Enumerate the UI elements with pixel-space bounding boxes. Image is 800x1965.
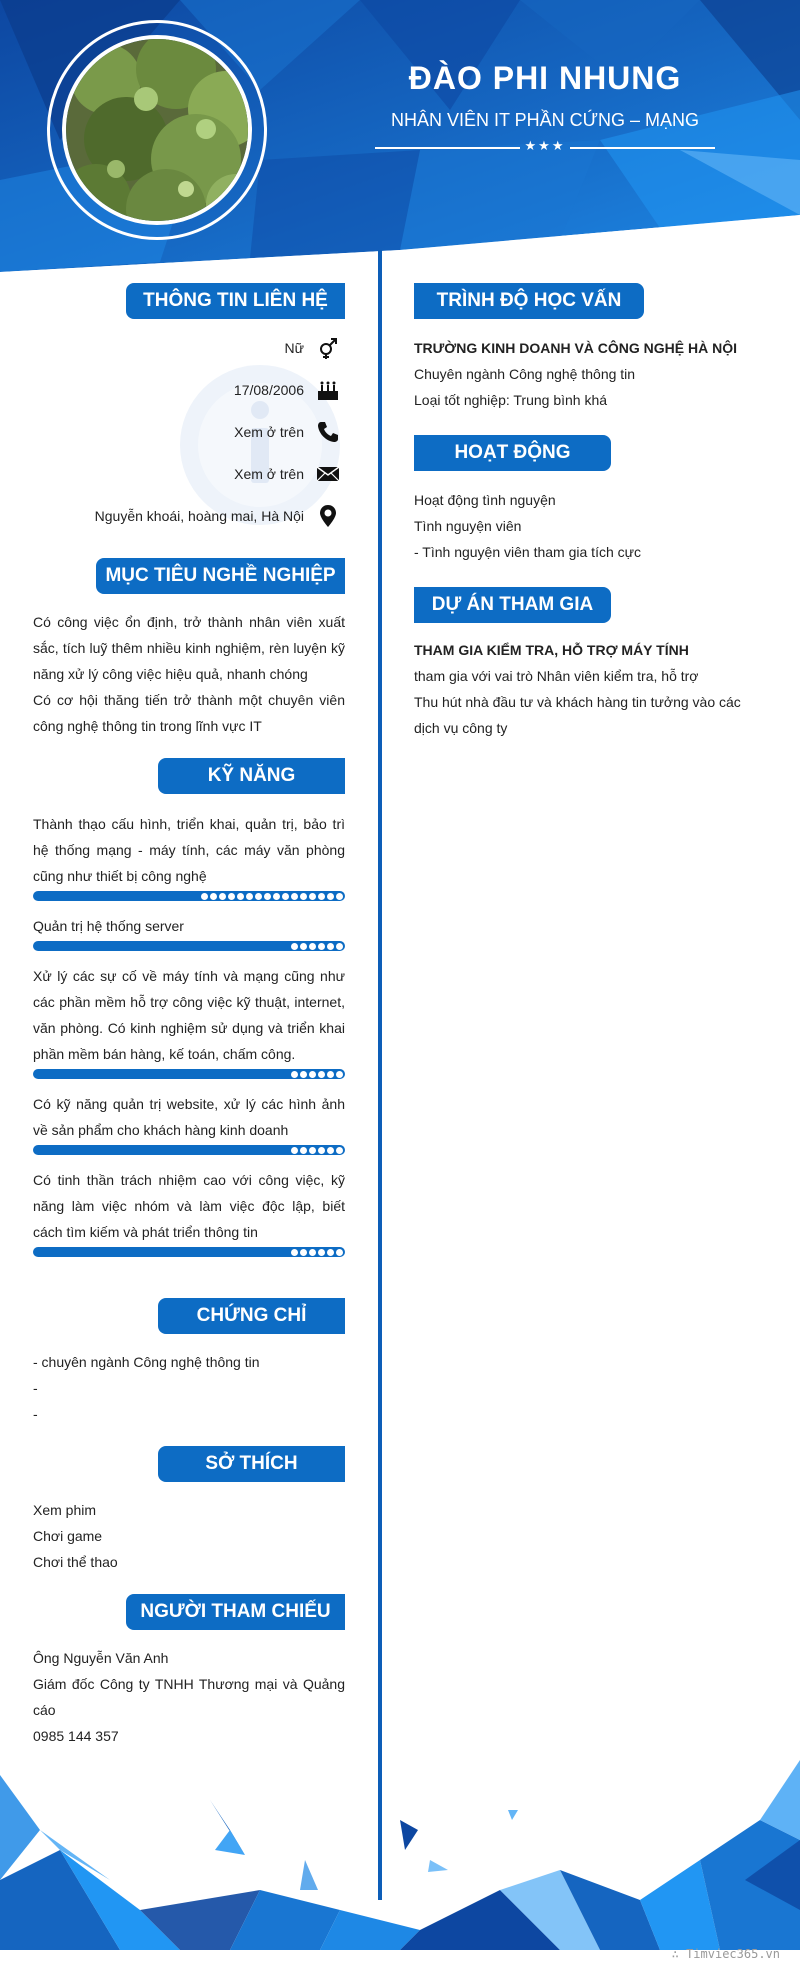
phone-icon [316, 420, 340, 444]
footer-watermark: ∴ Timviec365.vn [671, 1947, 780, 1961]
reference-phone: 0985 144 357 [33, 1728, 119, 1744]
skill-bar-1-dots [201, 891, 345, 901]
contact-phone [234, 419, 340, 445]
avatar-photo [66, 39, 252, 225]
contact-email [234, 461, 340, 487]
contact-birthday-label: 17/08/2006 [233, 382, 304, 398]
activity-item-1: Hoạt động tình nguyện [414, 492, 556, 508]
certificate-item-1: - chuyên ngành Công nghệ thông tin [33, 1354, 260, 1370]
certificates-heading: CHỨNG CHỈ [158, 1298, 345, 1334]
reference-position: Giám đốc Công ty TNHH Thương mại và Quảng cáo [33, 1676, 345, 1718]
objective-heading: MỤC TIÊU NGHỀ NGHIỆP [96, 558, 345, 594]
skill-text-5: Có tinh thần trách nhiệm cao với công việc, kỹ năng làm việc nhóm và làm việc độc lập, biết cách tìm kiếm và phát triển thông tin [33, 1172, 345, 1240]
hobby-item-2: Chơi game [33, 1528, 103, 1544]
reference-name: Ông Nguyễn Văn Anh [33, 1650, 169, 1666]
candidate-title: NHÂN VIÊN IT PHẦN CỨNG – MẠNG [390, 110, 700, 130]
project-description: Thu hút nhà đầu tư và khách hàng tin tưởng vào các dịch vụ công ty [414, 694, 741, 736]
footer-decoration [0, 1760, 800, 1950]
skill-bar-1 [33, 891, 345, 901]
decorative-line-right [570, 147, 715, 149]
skills-heading: KỸ NĂNG [158, 758, 345, 794]
activities-heading: HOẠT ĐỘNG [414, 435, 611, 471]
contact-birthday [234, 377, 340, 403]
education-heading: TRÌNH ĐỘ HỌC VẤN [414, 283, 644, 319]
contact-address [95, 503, 340, 529]
birthday-cake-icon [316, 378, 340, 402]
location-icon [316, 504, 340, 528]
skill-bar-3 [33, 1069, 345, 1079]
contact-address-label: Nguyễn khoái, hoàng mai, Hà Nội [94, 508, 304, 524]
contact-gender [285, 335, 340, 361]
certificate-item-3: - [33, 1406, 38, 1422]
objective-text-1: Có công việc ổn định, trở thành nhân viên xuất sắc, tích luỹ thêm nhiều kinh nghiệm, rèn luyện kỹ năng xử lý công việc hiệu quả, nhanh chóng [33, 614, 345, 682]
contact-heading: THÔNG TIN LIÊN HỆ [126, 283, 345, 319]
skill-text-1: Thành thạo cấu hình, triển khai, quản trị, bảo trì hệ thống mạng - máy tính, các máy văn phòng cũng như thiết bị công nghệ [33, 816, 345, 884]
candidate-name: ĐÀO PHI NHUNG [408, 60, 682, 96]
header-banner [0, 0, 800, 280]
column-divider [378, 250, 382, 1900]
references-heading: NGƯỜI THAM CHIẾU [126, 1594, 345, 1630]
skill-text-4: Có kỹ năng quản trị website, xử lý các hình ảnh về sản phẩm cho khách hàng kinh doanh [33, 1096, 345, 1138]
activity-item-3: - Tình nguyện viên tham gia tích cực [414, 544, 642, 560]
skill-bar-5-dots [291, 1247, 345, 1257]
email-icon [316, 462, 340, 486]
skill-bar-2-dots [291, 941, 345, 951]
objective-text-2: Có cơ hội thăng tiến trở thành một chuyên viên công nghệ thông tin trong lĩnh vực IT [33, 692, 345, 734]
project-title: THAM GIA KIỂM TRA, HỖ TRỢ MÁY TÍNH [414, 642, 689, 658]
projects-heading: DỰ ÁN THAM GIA [414, 587, 611, 623]
contact-email-label: Xem ở trên [234, 466, 304, 482]
decorative-line-left [375, 147, 520, 149]
gender-icon [316, 336, 340, 360]
skill-bar-2 [33, 941, 345, 951]
hobbies-heading: SỞ THÍCH [158, 1446, 345, 1482]
project-role: tham gia với vai trò Nhân viên kiểm tra, hỗ trợ [414, 668, 699, 684]
skill-bar-3-dots [291, 1069, 345, 1079]
skill-text-3: Xử lý các sự cố về máy tính và mạng cũng như các phần mềm hỗ trợ công việc kỹ thuật, internet, văn phòng. Có kinh nghiệm sử dụng và triển khai phần mềm bán hàng, kế toán, chấm công. [33, 968, 345, 1062]
contact-phone-label: Xem ở trên [234, 424, 304, 440]
skill-bar-5 [33, 1247, 345, 1257]
hobby-item-3: Chơi thể thao [33, 1554, 118, 1570]
contact-gender-label: Nữ [284, 340, 304, 356]
skill-bar-4 [33, 1145, 345, 1155]
skill-text-2: Quản trị hệ thống server [33, 918, 184, 934]
education-school: TRƯỜNG KINH DOANH VÀ CÔNG NGHỆ HÀ NỘI [414, 340, 738, 356]
education-major: Chuyên ngành Công nghệ thông tin [414, 366, 636, 382]
skill-bar-4-dots [291, 1145, 345, 1155]
decorative-stars: ★★★ [524, 138, 566, 153]
avatar [62, 35, 252, 225]
certificate-item-2: - [33, 1380, 38, 1396]
education-grade: Loại tốt nghiệp: Trung bình khá [414, 392, 608, 408]
hobby-item-1: Xem phim [33, 1502, 97, 1518]
activity-item-2: Tình nguyện viên [414, 518, 522, 534]
